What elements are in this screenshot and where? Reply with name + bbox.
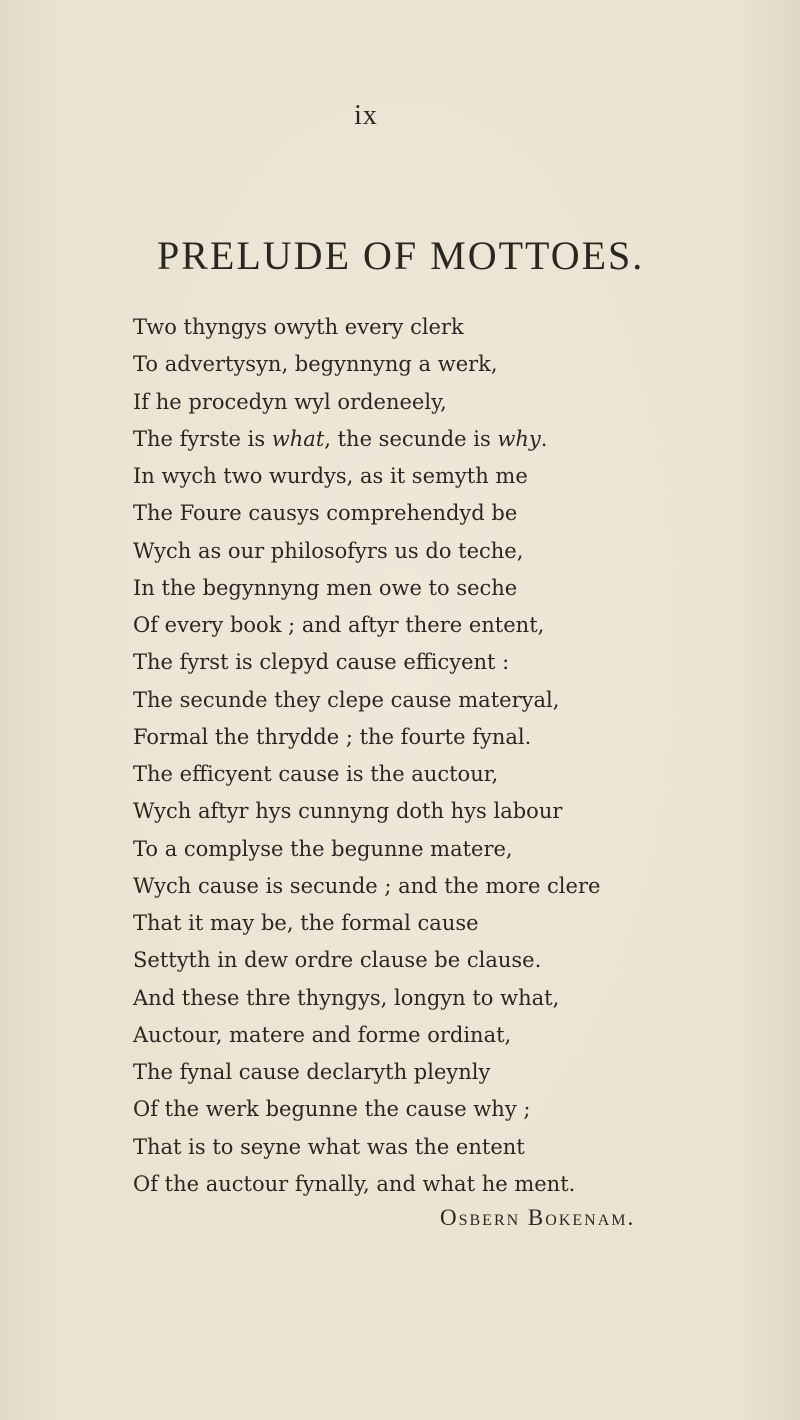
poem [133,309,773,1203]
poem-line [133,421,773,458]
poem-line: Of every book ; and aftyr there entent, [133,613,545,637]
poem-line-italic: why [497,426,541,451]
poem-line: Wych aftyr hys cunnyng doth hys labour [133,799,563,824]
poem-line: To advertysyn, begynnyng a werk, [133,352,498,377]
poem-line: Wych cause is secunde ; and the more clere [133,873,601,898]
poem-line: Settyth in dew ordre clause be clause. [133,948,542,973]
poem-line-italic: what [271,426,325,451]
poem-line: If he procedyn wyl ordeneely, [133,389,447,414]
poem-line-text: . [540,426,548,451]
poem-line: Auctour, matere and forme ordinat, [133,1022,512,1047]
poem-line: To a complyse the begunne matere, [133,836,513,861]
page-number: ix [354,100,378,131]
poem-line-text: The fyrste is [133,426,272,451]
poem-line: That it may be, the formal cause [133,911,479,935]
poem-line-text: , the secunde is [324,426,498,451]
poem-line: Of the werk begunne the cause why ; [133,1097,531,1122]
poem-line: Of the auctour fynally, and what he ment. [133,1171,576,1196]
poem-line: The efficyent cause is the auctour, [133,762,499,786]
poem-line: Two thyngys owyth every clerk [133,315,464,339]
poem-line: In the begynnyng men owe to seche [133,575,518,600]
poem-line: In wych two wurdys, as it semyth me [133,464,528,488]
poem-line: And these thre thyngys, longyn to what, [133,985,560,1010]
poem-line: Wych as our philosofyrs us do teche, [133,538,524,563]
poem-line: The secunde they clepe cause materyal, [133,687,560,712]
poem-line: The Foure causys comprehendyd be [133,501,518,526]
poem-line: That is to seyne what was the entent [133,1134,525,1159]
poem-line: The fyrst is clepyd cause efficyent : [133,650,510,675]
attribution: Osbern Bokenam. [440,1205,636,1230]
poem-line: The fynal cause declaryth pleynly [133,1060,491,1084]
page-title: PRELUDE OF MOTTOES. [157,233,645,278]
poem-line: Formal the thrydde ; the fourte fynal. [133,724,532,749]
